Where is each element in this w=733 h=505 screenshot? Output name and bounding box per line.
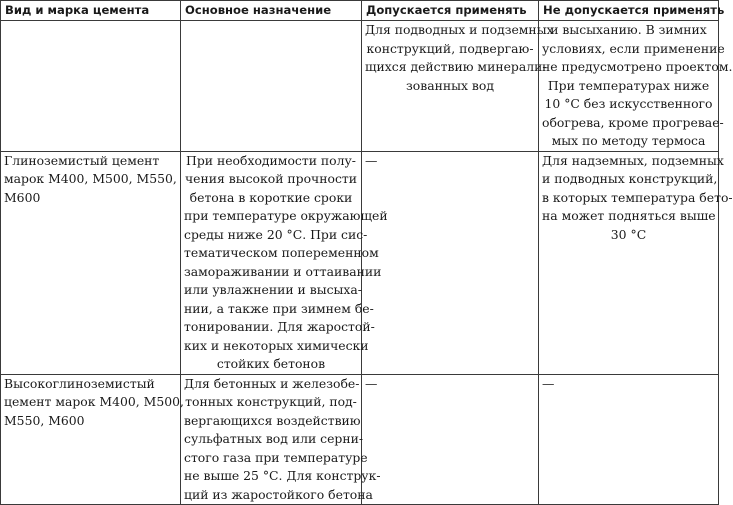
text-line: мых по методу термоса (551, 133, 706, 148)
text-line: Высокоглиноземистый (4, 375, 155, 391)
cell-allowed (362, 151, 539, 374)
text-line: в которых температура бето- (542, 189, 733, 205)
text-line: 10 °С без искусственного (544, 96, 713, 111)
text-line: ций из жаростойкого бетона (184, 486, 373, 502)
cell-type (1, 374, 184, 505)
text-line: ких и некоторых химически (184, 337, 369, 353)
cell-not-allowed (539, 151, 733, 374)
dash-mark: — (365, 152, 378, 168)
text-line: 30 °С (610, 226, 647, 242)
text-line: тонных конструкций, под- (185, 394, 357, 409)
header-main-purpose: Основное назначение (181, 1, 362, 21)
header-cement-type: Вид и марка цемента (1, 1, 181, 21)
text-line: не предусмотрено проектом. (542, 59, 733, 74)
text-line: М550, М600 (4, 412, 85, 428)
text-line: не выше 25 °С. Для конструк- (184, 468, 381, 483)
text-line: бетона в короткие сроки (189, 189, 353, 205)
text-line: вергающихся воздействию (184, 412, 361, 428)
cell-not-allowed (539, 374, 719, 505)
text-line: М600 (4, 189, 41, 205)
cell-purpose (181, 21, 362, 152)
text-line: тематическом попеременном (184, 245, 379, 260)
table-row (1, 151, 719, 374)
text-line: на может подняться выше (542, 208, 716, 223)
table-row (1, 21, 719, 152)
text-line: При необходимости полу- (186, 152, 356, 168)
text-line: При температурах ниже (547, 77, 710, 93)
cell-allowed (362, 21, 554, 152)
text-line: среды ниже 20 °С. При сис- (184, 226, 368, 242)
text-line: марок М400, М500, М550, (4, 171, 177, 186)
text-line: цемент марок М400, М500, (4, 394, 184, 409)
text-line: сульфатных вод или серни- (184, 431, 364, 446)
table-row (1, 374, 719, 505)
cell-purpose (181, 374, 381, 505)
text-line: нии, а также при зимнем бе- (184, 300, 374, 316)
dash-mark: — (542, 375, 555, 391)
text-line: Глиноземистый цемент (4, 152, 160, 168)
text-line: стого газа при температуре (184, 449, 368, 465)
cell-allowed (362, 374, 539, 505)
text-line: стойких бетонов (216, 356, 326, 371)
text-line: и подводных конструкций, (542, 171, 718, 186)
cell-not-allowed (539, 21, 733, 152)
text-line: или увлажнении и высыха- (184, 282, 362, 297)
text-line: Для подводных и подземных (365, 22, 554, 37)
text-line: щихся действию минерали- (365, 59, 547, 74)
header-not-allowed: Не допускается применять (539, 1, 719, 21)
header-row (1, 1, 719, 21)
text-line: при температуре окружающей (184, 208, 388, 223)
cell-type (1, 21, 181, 152)
text-line: замораживании и оттаивании (184, 263, 382, 279)
cell-type (1, 151, 181, 374)
text-line: тонировании. Для жаростой- (184, 319, 375, 334)
text-line: и высыханию. В зимних (550, 22, 707, 37)
text-line: Для бетонных и железобе- (184, 375, 360, 391)
text-line: зованных вод (406, 77, 494, 93)
text-line: чения высокой прочности (184, 171, 358, 186)
text-line: обогрева, кроме прогревае- (542, 114, 724, 130)
text-line: условиях, если применение (542, 40, 725, 56)
text-line: конструкций, подвергаю- (366, 40, 534, 56)
text-line: Для надземных, подземных (542, 152, 724, 168)
header-allowed: Допускается применять (362, 1, 539, 21)
dash-mark: — (365, 375, 378, 391)
cell-purpose (181, 151, 388, 374)
